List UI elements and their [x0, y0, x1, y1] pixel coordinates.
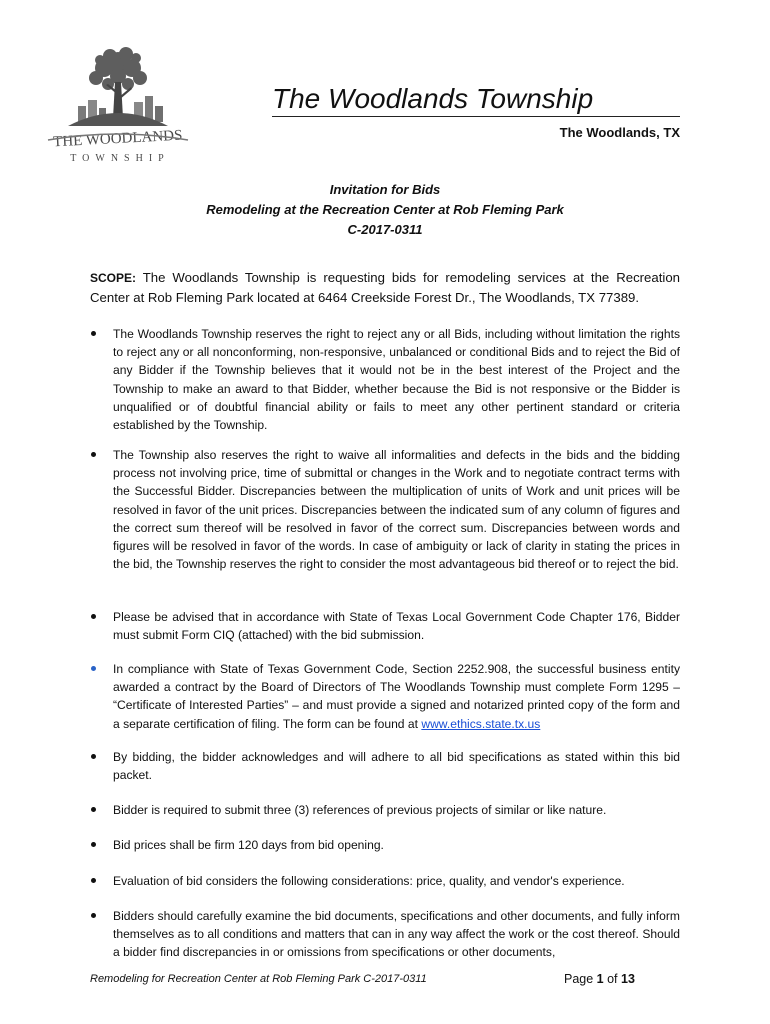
- bullet-icon: [91, 666, 96, 671]
- bullet-icon: [91, 614, 96, 619]
- list-item: [113, 660, 680, 733]
- list-item: [113, 446, 680, 573]
- list-item-text: The Township also reserves the right to waive all informalities and defects in the bids and the bidding process not involving price, time of submittal or changes in the Work and to negotiate contract terms with the Successful Bidder. Discrepancies between the multiplication of units of Work and unit prices will be resolved in favor of the unit prices. Discrepancies between the indicated sum of any column of figures and the correct sum thereof will be resolved in favor of the correct sum. Discrepancies between words and figures will be resolved in favor of the words. In case of ambiguity or lack of clarity in stating the prices in the bid, the Township reserves the right to consider the most advantageous bid thereof or to reject the bid.: [113, 448, 680, 572]
- bullet-icon: [91, 754, 96, 759]
- scope-paragraph: [90, 268, 680, 308]
- bullet-icon: [91, 807, 96, 812]
- list-item: [113, 608, 680, 644]
- township-logo: [38, 40, 198, 165]
- logo-wordmark: THE WOODLANDS: [52, 127, 183, 151]
- location-label: The Woodlands, TX: [559, 125, 680, 140]
- bullet-icon: [91, 842, 96, 847]
- list-item: [113, 801, 680, 819]
- list-item-text: Bidders should carefully examine the bid documents, specifications and other documents, and fully inform themselves as to all conditions and matters that can in any way affect the work or the cost thereof. Should a bidder find discrepancies in or omissions from specifications or other documents,: [113, 909, 680, 960]
- list-item-text: Bidder is required to submit three (3) references of previous projects of similar or like nature.: [113, 803, 607, 817]
- list-item-text: Please be advised that in accordance with State of Texas Local Government Code Chapter 176, Bidder must submit Form CIQ (attached) with the bid submission.: [113, 610, 680, 643]
- page-number: Page 1 of 13: [564, 972, 635, 986]
- list-item-text: The Woodlands Township reserves the right to reject any or all Bids, including without limitation the rights to reject any or all nonconforming, non-responsive, unbalanced or conditional Bids and to reject the Bid of any Bidder if the Township believes that it would not be in the best interest of the Project and the Township to make an award to that Bidder, whether because the Bid is not responsive or the Bidder is unqualified or of doubtful financial ability or fails to meet any other pertinent standard or criteria established by the Township.: [113, 327, 680, 433]
- page-title: The Woodlands Township: [272, 82, 680, 117]
- list-item-text: Bid prices shall be firm 120 days from bid opening.: [113, 838, 384, 852]
- scope-text: The Woodlands Township is requesting bids for remodeling services at the Recreation Center at Rob Fleming Park located at 6464 Creekside Forest Dr., The Woodlands, TX 77389.: [90, 270, 680, 305]
- footer-project-label: Remodeling for Recreation Center at Rob Fleming Park C-2017-0311: [90, 973, 427, 985]
- list-item: [113, 325, 680, 434]
- bullet-icon: [91, 452, 96, 457]
- list-item: [113, 748, 680, 784]
- heading-invitation: Invitation for Bids: [329, 182, 441, 197]
- heading-project: Remodeling at the Recreation Center at Rob Fleming Park: [206, 202, 564, 217]
- list-item: [113, 872, 680, 890]
- ethics-link[interactable]: www.ethics.state.tx.us: [421, 716, 541, 731]
- heading-bid-number: C-2017-0311: [347, 222, 423, 237]
- scope-label: SCOPE:: [90, 271, 137, 285]
- logo-subtext: TOWNSHIP: [70, 153, 170, 164]
- bullet-icon: [91, 331, 96, 336]
- list-item-text: By bidding, the bidder acknowledges and will adhere to all bid specifications as stated within this bid packet.: [113, 750, 680, 783]
- list-item: [113, 836, 680, 854]
- list-item: [113, 907, 680, 962]
- list-item-text: In compliance with State of Texas Government Code, Section 2252.908, the successful business entity awarded a contract by the Board of Directors of The Woodlands Township must complete Form 1295 – “Certificate of Interested Parties” – and must provide a signed and notarized printed copy of the form and a separate certification of filing. The form can be found at: [113, 662, 680, 731]
- list-item-text: Evaluation of bid considers the following considerations: price, quality, and vendor's experience.: [113, 874, 625, 888]
- bullet-icon: [91, 913, 96, 918]
- bullet-icon: [91, 878, 96, 883]
